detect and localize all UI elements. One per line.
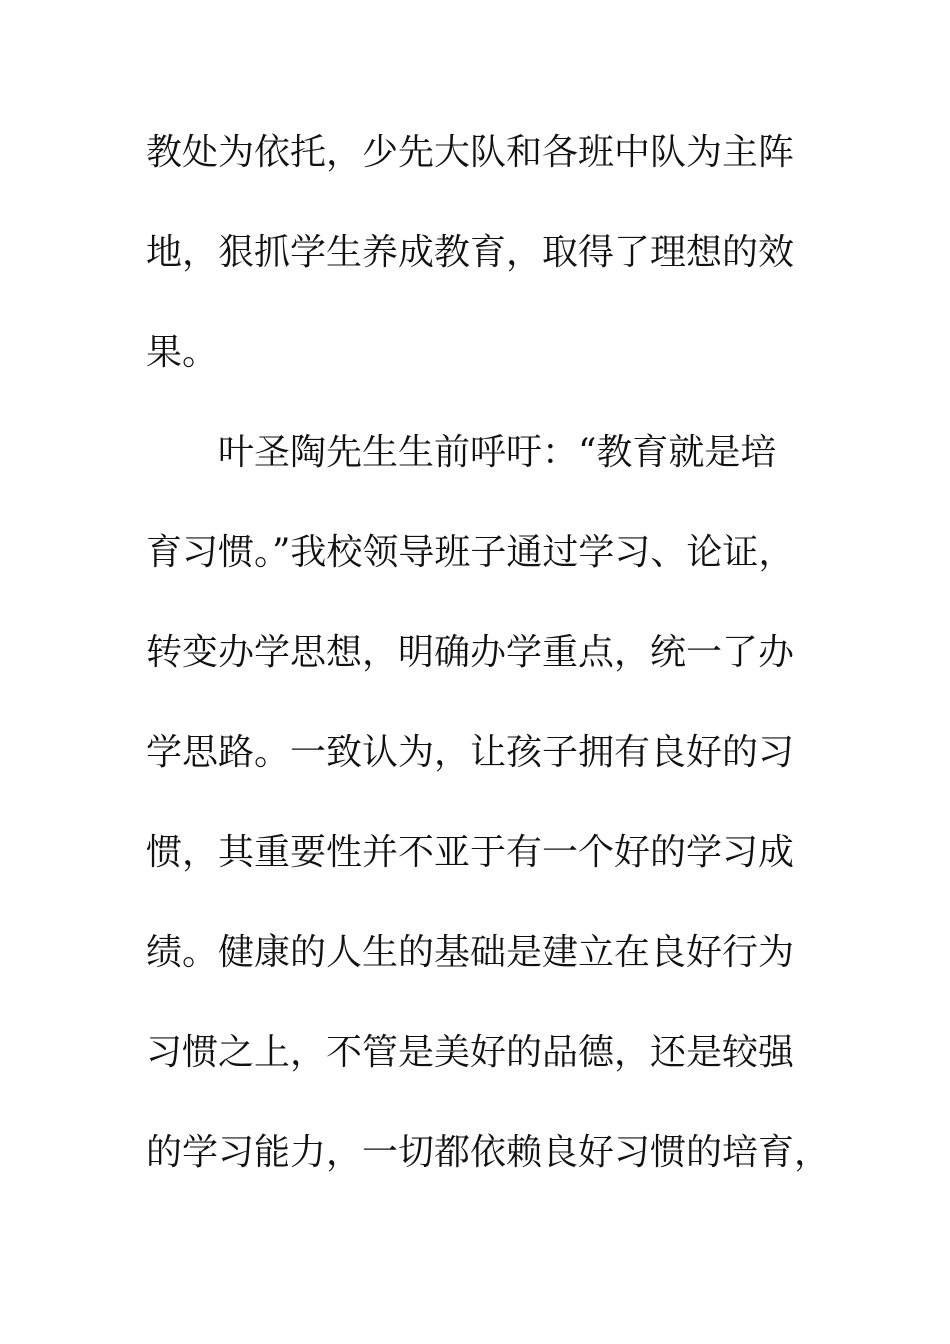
paragraph-2-line-2: 育习惯。”我校领导班子通过学习、论证， (146, 532, 795, 573)
paragraph-1-line-2: 地，狠抓学生养成教育，取得了理想的效 (146, 232, 795, 273)
paragraph-2-line-6: 绩。健康的人生的基础是建立在良好行为 (146, 932, 795, 973)
paragraph-2-line-3: 转变办学思想，明确办学重点，统一了办 (146, 632, 795, 673)
paragraph-2-line-1: 叶圣陶先生生前呼吁：“教育就是培 (218, 432, 777, 473)
paragraph-2-line-4: 学思路。一致认为，让孩子拥有良好的习 (146, 732, 795, 773)
paragraph-2-line-5: 惯，其重要性并不亚于有一个好的学习成 (146, 832, 795, 873)
paragraph-1-line-1: 教处为依托，少先大队和各班中队为主阵 (146, 132, 795, 173)
paragraph-1-line-3: 果。 (146, 332, 219, 373)
paragraph-2-line-8: 的学习能力，一切都依赖良好习惯的培育， (146, 1132, 831, 1173)
paragraph-2-line-7: 习惯之上，不管是美好的品德，还是较强 (146, 1032, 795, 1073)
